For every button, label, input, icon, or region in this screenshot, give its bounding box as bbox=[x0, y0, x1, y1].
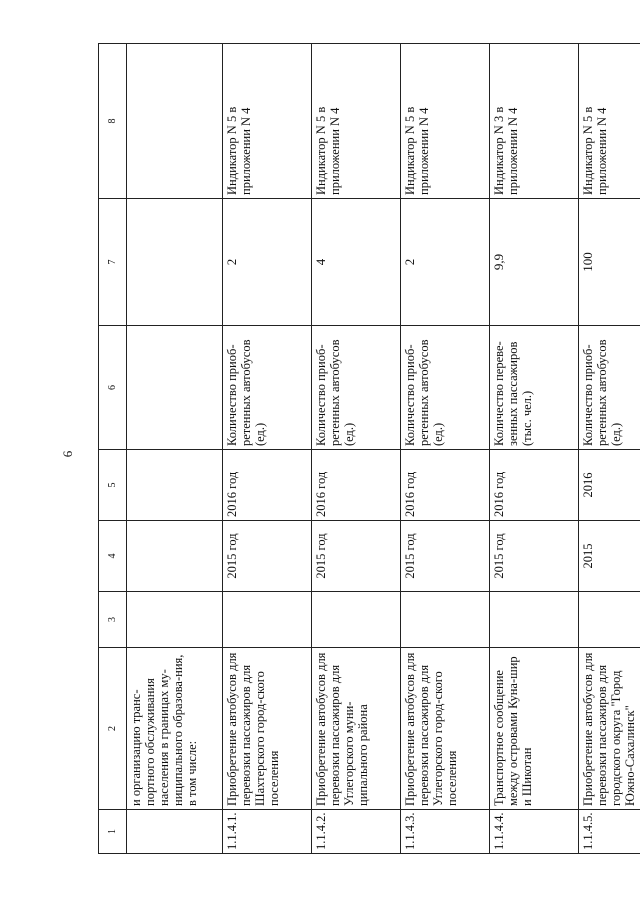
item-number-cell: 1.1.4.3. bbox=[401, 810, 490, 854]
end-year-cell: 2016 год bbox=[312, 450, 401, 521]
indicator-value-cell: 2 bbox=[401, 199, 490, 326]
executor-cell bbox=[127, 592, 223, 648]
indicator-name-cell: Количество приоб-ретенных автобусов (ед.) bbox=[578, 326, 640, 450]
executor-cell bbox=[401, 592, 490, 648]
table-row bbox=[401, 44, 490, 854]
page-number: 6 bbox=[60, 450, 75, 458]
table-row bbox=[312, 44, 401, 854]
indicator-link-cell: Индикатор N 3 в приложении N 4 bbox=[490, 44, 579, 199]
indicator-link-cell: Индикатор N 5 в приложении N 4 bbox=[223, 44, 312, 199]
table-header-row bbox=[99, 44, 127, 854]
measure-name-cell: Транспортное сообщение между островами Куна-шир и Шикотан bbox=[490, 648, 579, 810]
indicator-name-cell: Количество приоб-ретенных автобусов (ед.) bbox=[401, 326, 490, 450]
header-cell: 4 bbox=[99, 521, 127, 592]
header-cell: 6 bbox=[99, 326, 127, 450]
start-year-cell: 2015 год bbox=[490, 521, 579, 592]
item-number-cell: 1.1.4.5. bbox=[578, 810, 640, 854]
measure-name-cell: Приобретение автобусов для перевозки пассажиров для Углегорского муни-ципального района bbox=[312, 648, 401, 810]
indicator-name-cell: Количество приоб-ретенных автобусов (ед.) bbox=[223, 326, 312, 450]
start-year-cell: 2015 год bbox=[401, 521, 490, 592]
measure-name-cell: Приобретение автобусов для перевозки пассажиров для Шахтерского город-ского поселения bbox=[223, 648, 312, 810]
indicator-name-cell bbox=[127, 326, 223, 450]
start-year-cell: 2015 год bbox=[312, 521, 401, 592]
end-year-cell: 2016 год bbox=[490, 450, 579, 521]
item-number-cell: 1.1.4.4. bbox=[490, 810, 579, 854]
indicator-value-cell: 100 bbox=[578, 199, 640, 326]
header-cell: 3 bbox=[99, 592, 127, 648]
header-cell: 7 bbox=[99, 199, 127, 326]
header-cell: 2 bbox=[99, 648, 127, 810]
executor-cell bbox=[490, 592, 579, 648]
program-measures-table bbox=[98, 43, 640, 854]
indicator-value-cell bbox=[127, 199, 223, 326]
indicator-name-cell: Количество переве-зенных пассажиров (тыс. чел.) bbox=[490, 326, 579, 450]
indicator-link-cell: Индикатор N 5 в приложении N 4 bbox=[312, 44, 401, 199]
item-number-cell bbox=[127, 810, 223, 854]
start-year-cell: 2015 bbox=[578, 521, 640, 592]
indicator-value-cell: 9,9 bbox=[490, 199, 579, 326]
executor-cell bbox=[312, 592, 401, 648]
indicator-value-cell: 2 bbox=[223, 199, 312, 326]
start-year-cell: 2015 год bbox=[223, 521, 312, 592]
measure-name-cell: Приобретение автобусов для перевозки пассажиров для городского округа "Город Южно-Сахалинск" bbox=[578, 648, 640, 810]
end-year-cell: 2016 год bbox=[401, 450, 490, 521]
executor-cell bbox=[223, 592, 312, 648]
end-year-cell: 2016 bbox=[578, 450, 640, 521]
indicator-name-cell: Количество приоб-ретенных автобусов (ед.) bbox=[312, 326, 401, 450]
start-year-cell bbox=[127, 521, 223, 592]
indicator-value-cell: 4 bbox=[312, 199, 401, 326]
end-year-cell: 2016 год bbox=[223, 450, 312, 521]
indicator-link-cell bbox=[127, 44, 223, 199]
header-cell: 5 bbox=[99, 450, 127, 521]
header-cell: 1 bbox=[99, 810, 127, 854]
indicator-link-cell: Индикатор N 5 в приложении N 4 bbox=[401, 44, 490, 199]
table-row bbox=[578, 44, 640, 854]
table-row bbox=[490, 44, 579, 854]
header-cell: 8 bbox=[99, 44, 127, 199]
rotated-table-wrapper bbox=[98, 106, 640, 854]
measure-name-cell: Приобретение автобусов для перевозки пассажиров для Углегорского город-ского поселения bbox=[401, 648, 490, 810]
table-row bbox=[223, 44, 312, 854]
item-number-cell: 1.1.4.1. bbox=[223, 810, 312, 854]
indicator-link-cell: Индикатор N 5 в приложении N 4 bbox=[578, 44, 640, 199]
item-number-cell: 1.1.4.2. bbox=[312, 810, 401, 854]
executor-cell bbox=[578, 592, 640, 648]
measure-name-cell: и организацию транс-портного обслуживания населения в границах му-ниципального образова-ния, в том числе: bbox=[127, 648, 223, 810]
table-row bbox=[127, 44, 223, 854]
end-year-cell bbox=[127, 450, 223, 521]
